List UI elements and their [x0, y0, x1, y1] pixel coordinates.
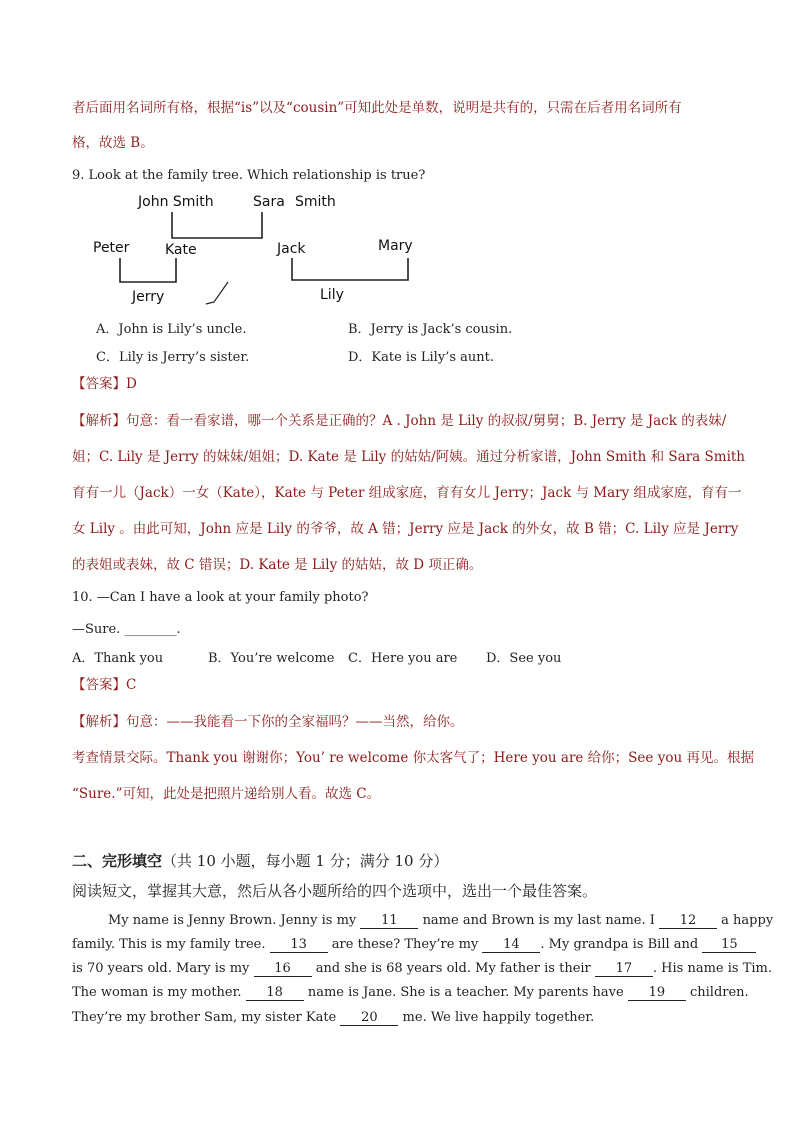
q10-analysis-label: 【解析】 — [72, 714, 126, 730]
passage-text: name is Jane. She is a teacher. My parents have — [307, 985, 624, 1000]
section2-instruction: 阅读短文，掌握其大意，然后从各小题所给的四个选项中，选出一个最佳答案。 — [72, 882, 598, 900]
tree-sara: Sara — [253, 194, 285, 210]
q9-answer-value: D — [126, 376, 137, 392]
q9-option-d: D．Kate is Lily’s aunt. — [348, 350, 494, 365]
q9-analysis-line5: 的表姐或表妹，故 C 错误；D. Kate 是 Lily 的姑姑，故 D 项正确。 — [72, 557, 483, 573]
q10-answer-label: 【答案】 — [72, 677, 126, 693]
passage-line3 — [72, 961, 772, 977]
cloze-blank-12: 12 — [659, 914, 717, 929]
tree-jerry: Jerry — [132, 289, 165, 305]
cloze-blank-20: 20 — [340, 1011, 398, 1026]
q10-option-c: C．Here you are — [348, 651, 458, 666]
passage-text: family. This is my family tree. — [72, 937, 266, 952]
tree-kate: Kate — [165, 242, 197, 258]
passage-line4 — [72, 985, 749, 1001]
passage-line5 — [72, 1010, 594, 1026]
tree-peter: Peter — [93, 240, 130, 256]
q10-answer — [72, 673, 136, 693]
passage-text: The woman is my mother. — [72, 985, 242, 1000]
section2-heading-note: （共 10 小题，每小题 1 分；满分 10 分） — [162, 852, 449, 870]
q9-option-a: A．John is Lily’s uncle. — [96, 322, 247, 337]
prev-explanation-line2: 格，故选 B。 — [72, 135, 154, 151]
passage-text: They’re my brother Sam, my sister Kate — [72, 1010, 337, 1025]
section2-heading-row — [72, 850, 448, 871]
section2-heading: 二、完形填空 — [72, 852, 163, 870]
cloze-blank-13: 13 — [270, 938, 328, 953]
tree-smith: Smith — [295, 194, 336, 210]
q9-analysis-label: 【解析】 — [72, 413, 126, 429]
q10-option-d: D．See you — [486, 651, 562, 666]
passage-text: and she is 68 years old. My father is their — [315, 961, 591, 976]
family-tree — [0, 0, 794, 320]
cloze-blank-17: 17 — [595, 962, 653, 977]
passage-text: is 70 years old. Mary is my — [72, 961, 250, 976]
q10-analysis-line2: 考查情景交际。Thank you 谢谢你；You’ re welcome 你太客气了；Here you are 给你；See you 再见。根据 — [72, 750, 754, 766]
passage-text: My name is Jenny Brown. Jenny is my — [108, 913, 357, 928]
q10-reply: —Sure. ________. — [72, 622, 181, 637]
passage-text: a happy — [721, 913, 774, 928]
q9-answer — [72, 372, 137, 392]
q10-analysis-text1: 句意：——我能看一下你的全家福吗？——当然，给你。 — [126, 714, 464, 730]
q9-option-c: C．Lily is Jerry’s sister. — [96, 350, 250, 365]
q10-answer-value: C — [126, 677, 137, 693]
q10-analysis-line3: “Sure.”可知，此处是把照片递给别人看。故选 C。 — [72, 786, 381, 802]
q9-option-b: B．Jerry is Jack’s cousin. — [348, 322, 513, 337]
passage-text: . My grandpa is Bill and — [540, 937, 699, 952]
passage-text: children. — [689, 985, 749, 1000]
passage-line1 — [72, 913, 773, 929]
q9-analysis-line4: 女 Lily 。由此可知，John 应是 Lily 的爷爷，故 A 错；Jerry 应是 Jack 的外女，故 B 错；C. Lily 应是 Jerry — [72, 521, 739, 537]
tree-lily: Lily — [320, 287, 344, 303]
prev-explanation-line1: 者后面用名词所有格，根据“is”以及“cousin”可知此处是单数，说明是共有的，只需在后者用名词所有 — [72, 100, 682, 116]
q10-option-a: A．Thank you — [72, 651, 164, 666]
passage-line2 — [72, 937, 756, 953]
cloze-blank-19: 19 — [628, 986, 686, 1001]
passage-text: name and Brown is my last name. I — [422, 913, 655, 928]
q10-stem: 10. —Can I have a look at your family photo? — [72, 590, 369, 605]
passage-text: . His name is Tim. — [652, 961, 772, 976]
cloze-blank-18: 18 — [246, 986, 304, 1001]
passage-text: are these? They’re my — [331, 937, 479, 952]
family-tree-lines — [0, 0, 794, 320]
q9-analysis-line3: 育有一儿（Jack）一女（Kate），Kate 与 Peter 组成家庭，育有女儿 Jerry；Jack 与 Mary 组成家庭，育有一 — [72, 485, 742, 501]
cloze-blank-16: 16 — [254, 962, 312, 977]
cloze-blank-15: 15 — [702, 938, 756, 953]
cloze-blank-11: 11 — [360, 914, 418, 929]
q9-answer-label: 【答案】 — [72, 376, 126, 392]
q10-option-b: B．You’re welcome — [208, 651, 335, 666]
tree-mary: Mary — [378, 238, 413, 254]
q9-analysis-line1 — [72, 409, 726, 429]
tree-john-smith: John Smith — [138, 194, 214, 210]
passage-text: me. We live happily together. — [402, 1010, 595, 1025]
q9-analysis-line2: 姐；C. Lily 是 Jerry 的妹妹/姐姐；D. Kate 是 Lily 的姑姑/阿姨。通过分析家谱，John Smith 和 Sara Smith — [72, 449, 746, 465]
q9-analysis-text1: 句意：看一看家谱，哪一个关系是正确的？A . John 是 Lily 的叔叔/舅舅；B. Jerry 是 Jack 的表妹/ — [126, 413, 727, 429]
q9-stem: 9. Look at the family tree. Which relationship is true? — [72, 168, 426, 183]
q10-analysis-line1 — [72, 710, 464, 730]
tree-jack: Jack — [277, 241, 306, 257]
cloze-blank-14: 14 — [482, 938, 540, 953]
